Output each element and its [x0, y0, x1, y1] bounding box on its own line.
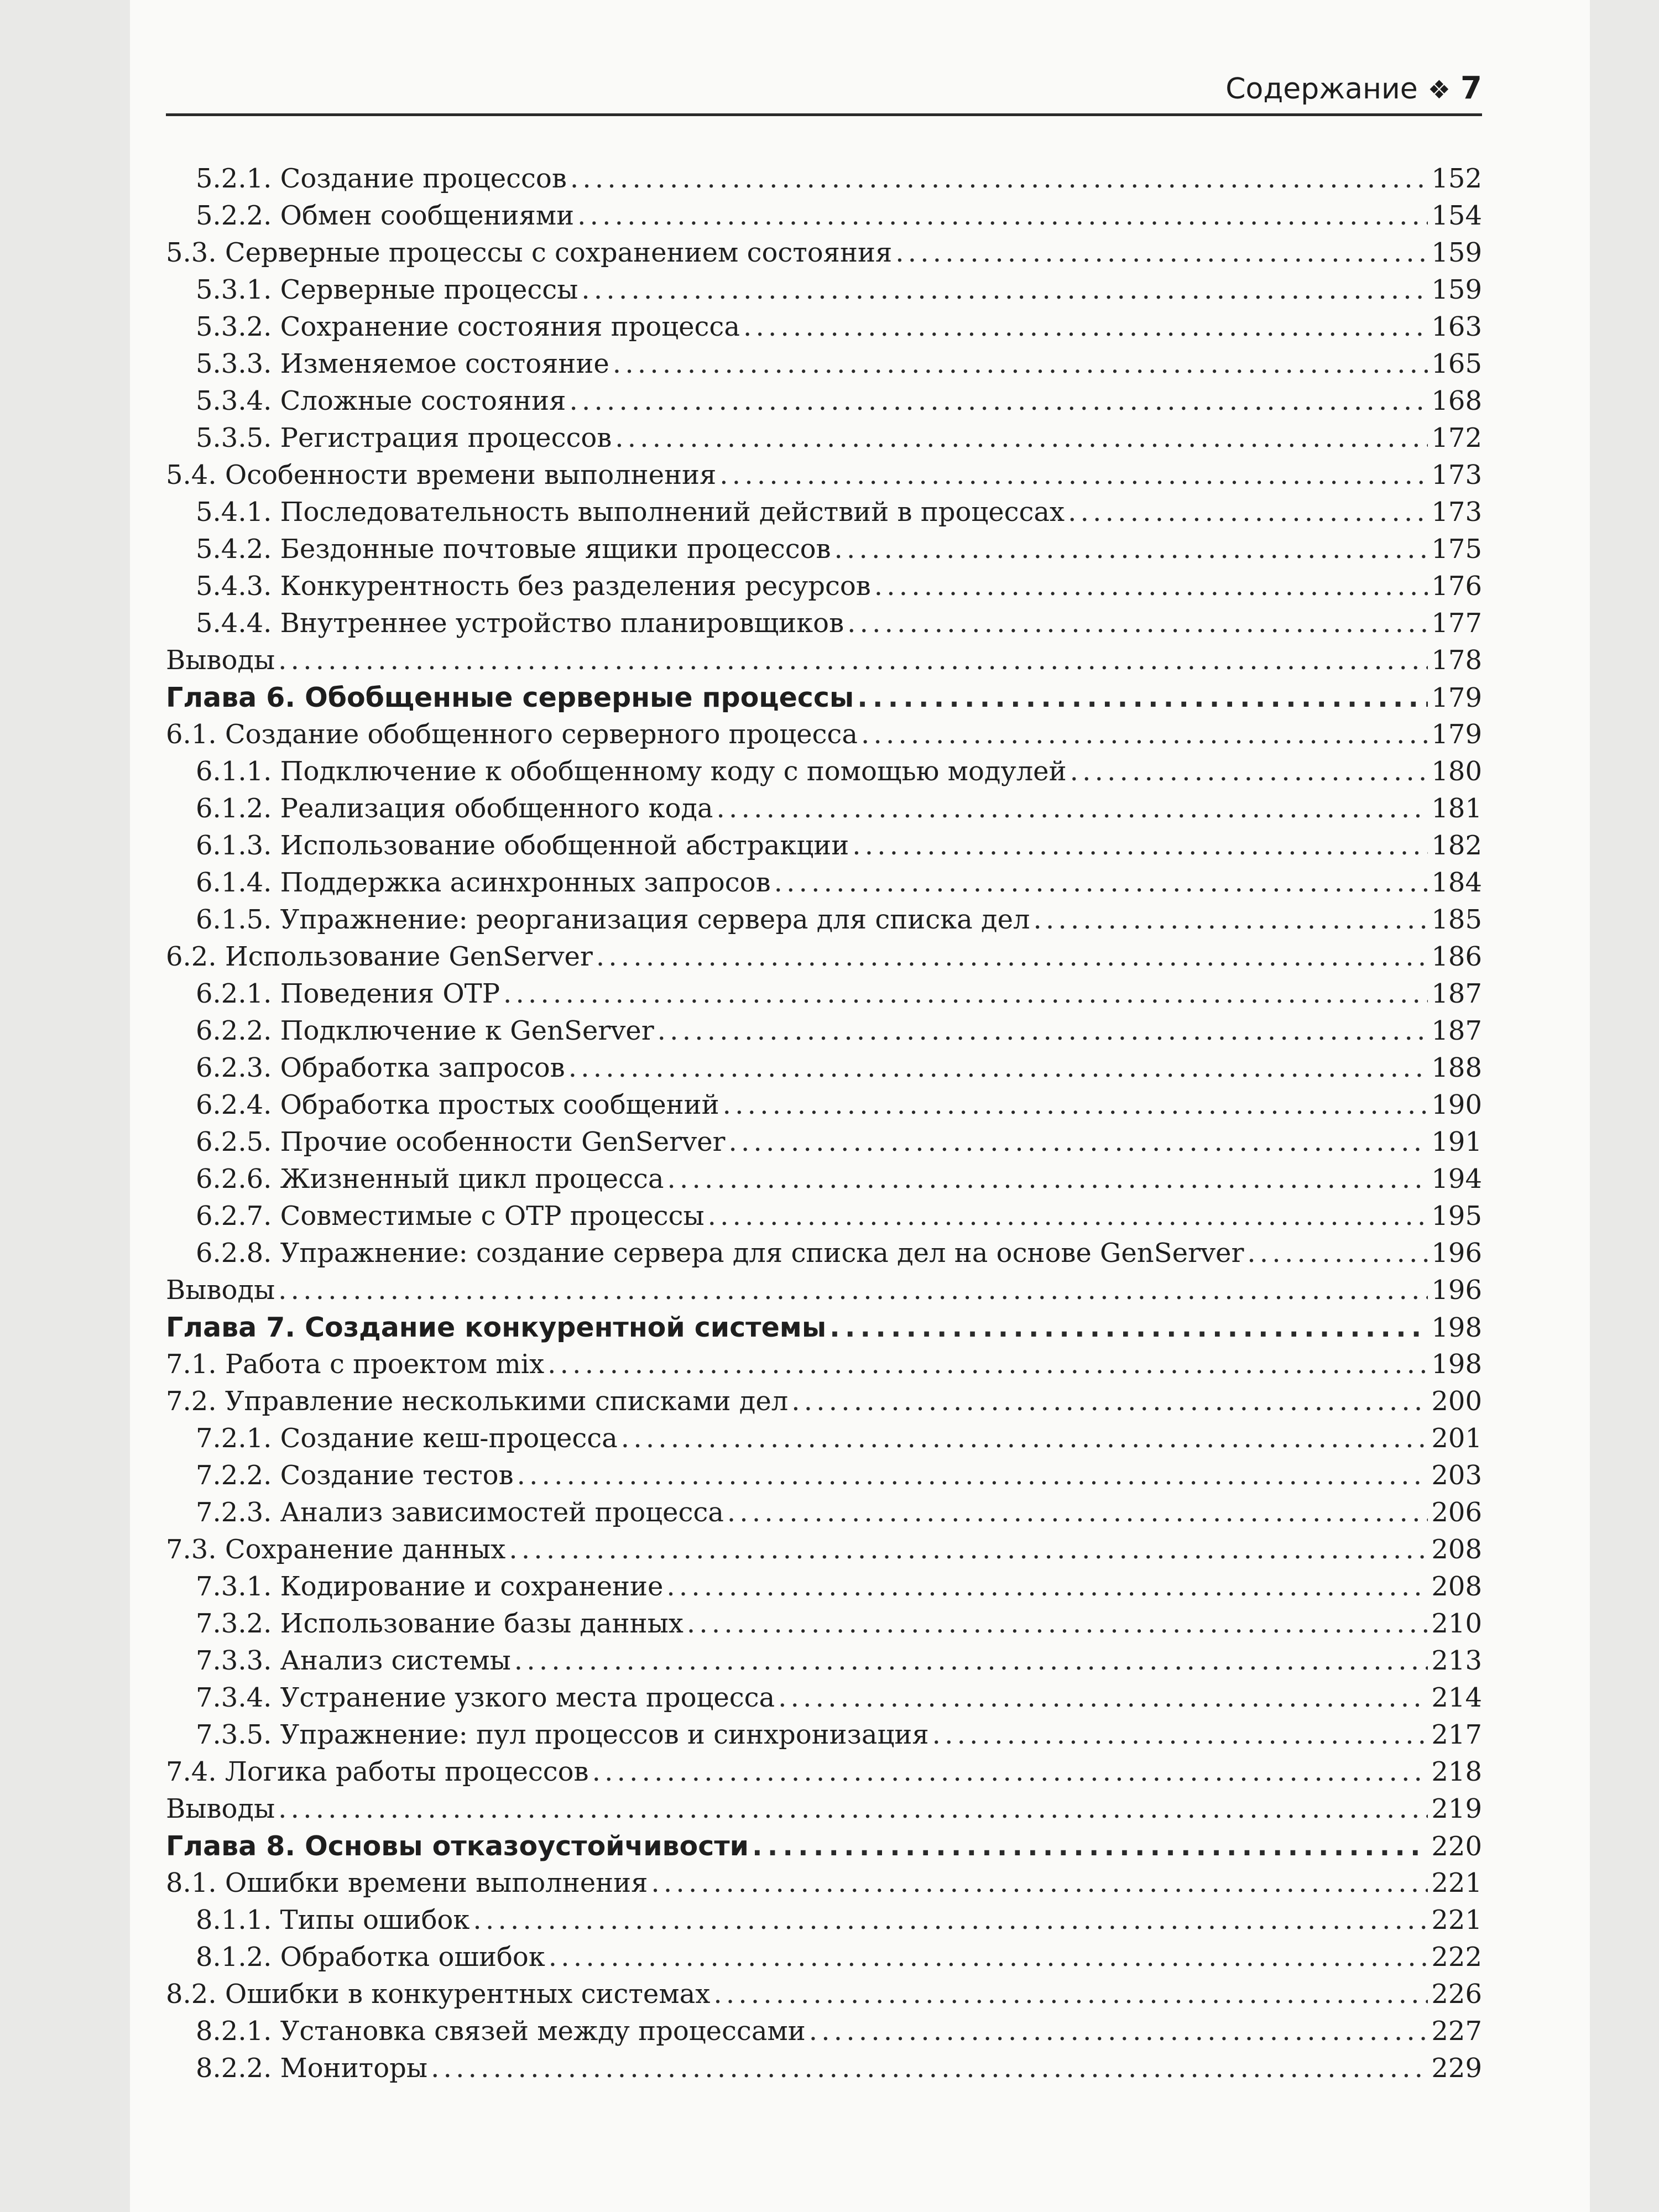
toc-entry-title: Глава 6. Обобщенные серверные процессы — [166, 682, 854, 713]
toc-entry-title: 7.3.3. Анализ системы — [196, 1645, 511, 1676]
toc-entry — [166, 716, 1482, 753]
toc-entry-page: 198 — [1431, 1312, 1482, 1343]
toc-entry — [166, 197, 1482, 234]
dot-leader — [1070, 753, 1428, 790]
dot-leader — [613, 346, 1428, 383]
dot-leader — [719, 457, 1428, 494]
dot-leader — [895, 234, 1428, 272]
toc-entry — [166, 605, 1482, 642]
dot-leader — [778, 1679, 1428, 1717]
dot-leader — [615, 420, 1428, 457]
toc-entry-title: 6.1. Создание обобщенного серверного процесса — [166, 719, 858, 750]
toc-entry-page: 229 — [1431, 2053, 1482, 2084]
toc-entry-title: 7.3. Сохранение данных — [166, 1534, 506, 1565]
toc-entry-page: 191 — [1431, 1126, 1482, 1157]
toc-entry — [166, 568, 1482, 605]
dot-leader — [727, 1494, 1428, 1531]
toc-entry-page: 208 — [1431, 1571, 1482, 1602]
toc-entry — [166, 642, 1482, 679]
dot-leader — [503, 975, 1428, 1013]
toc-entry-page: 175 — [1431, 534, 1482, 565]
toc-entry-title: 7.3.2. Использование базы данных — [196, 1608, 684, 1639]
toc-entry — [166, 1494, 1482, 1531]
toc-entry — [166, 1976, 1482, 2013]
toc-entry-page: 217 — [1431, 1719, 1482, 1750]
toc-entry-title: 6.2.2. Подключение к GenServer — [196, 1015, 654, 1046]
toc-entry-title: 7.3.5. Упражнение: пул процессов и синхронизация — [196, 1719, 929, 1750]
toc-entry — [166, 234, 1482, 272]
toc-entry-title: 6.1.1. Подключение к обобщенному коду с помощью модулей — [196, 756, 1067, 787]
toc-entry — [166, 1939, 1482, 1976]
dot-leader — [1033, 901, 1428, 938]
toc-entry-title: 5.3.2. Сохранение состояния процесса — [196, 311, 740, 342]
toc-entry-title: 7.2.2. Создание тестов — [196, 1460, 514, 1491]
dot-leader — [752, 1828, 1428, 1865]
toc-entry-page: 173 — [1431, 460, 1482, 491]
toc-entry — [166, 864, 1482, 901]
toc-entry — [166, 1902, 1482, 1939]
toc-entry-title: 8.2.1. Установка связей между процессами — [196, 2016, 806, 2047]
dot-leader — [728, 1124, 1428, 1161]
toc-entry — [166, 1865, 1482, 1902]
toc-entry-title: 7.1. Работа с проектом mix — [166, 1349, 545, 1380]
dot-leader — [547, 1346, 1428, 1383]
dot-leader — [658, 1013, 1428, 1050]
toc-entry-page: 195 — [1431, 1201, 1482, 1232]
toc-entry-title: 6.2.5. Прочие особенности GenServer — [196, 1126, 726, 1157]
toc-entry — [166, 1050, 1482, 1087]
dot-leader — [570, 160, 1428, 197]
toc-entry — [166, 1013, 1482, 1050]
toc-entry-page: 187 — [1431, 978, 1482, 1009]
toc-entry-page: 210 — [1431, 1608, 1482, 1639]
toc-entry — [166, 790, 1482, 827]
toc-entry — [166, 1531, 1482, 1568]
toc-chapter-entry — [166, 1309, 1482, 1346]
dot-leader — [278, 1791, 1428, 1828]
toc-entry-page: 196 — [1431, 1238, 1482, 1269]
toc-entry-page: 159 — [1431, 237, 1482, 268]
toc-entry-title: 7.2.3. Анализ зависимостей процесса — [196, 1497, 724, 1528]
toc-entry-page: 218 — [1431, 1756, 1482, 1787]
toc-entry-title: 7.3.4. Устранение узкого места процесса — [196, 1682, 775, 1713]
toc-entry-page: 201 — [1431, 1423, 1482, 1454]
toc-entry-page: 159 — [1431, 274, 1482, 305]
toc-entry-page: 163 — [1431, 311, 1482, 342]
toc-entry-title: 8.2.2. Мониторы — [196, 2053, 428, 2084]
toc-entry — [166, 457, 1482, 494]
toc-entry — [166, 1420, 1482, 1457]
toc-entry-page: 178 — [1431, 645, 1482, 676]
toc-entry-title: 7.4. Логика работы процессов — [166, 1756, 589, 1787]
toc-entry-page: 194 — [1431, 1164, 1482, 1194]
toc-entry — [166, 494, 1482, 531]
toc-entry — [166, 1235, 1482, 1272]
header-page-number: 7 — [1460, 70, 1482, 106]
toc-entry — [166, 1161, 1482, 1198]
toc-entry-title: 5.3.1. Серверные процессы — [196, 274, 578, 305]
toc-entry-title: 6.2.8. Упражнение: создание сервера для списка дел на основе GenServer — [196, 1238, 1244, 1269]
toc-entry-title: Выводы — [166, 1275, 275, 1306]
toc-entry — [166, 2013, 1482, 2050]
toc-entry-page: 187 — [1431, 1015, 1482, 1046]
dot-leader — [774, 864, 1428, 901]
toc-entry-page: 196 — [1431, 1275, 1482, 1306]
toc-entry-page: 179 — [1431, 719, 1482, 750]
toc-entry-title: 6.2.3. Обработка запросов — [196, 1052, 565, 1083]
dot-leader — [517, 1457, 1428, 1494]
toc-entry-page: 227 — [1431, 2016, 1482, 2047]
toc-entry-page: 214 — [1431, 1682, 1482, 1713]
toc-entry — [166, 2050, 1482, 2087]
dot-leader — [834, 531, 1428, 568]
dot-leader — [514, 1642, 1428, 1679]
toc-entry-page: 200 — [1431, 1386, 1482, 1417]
toc-entry-page: 220 — [1431, 1831, 1482, 1862]
toc-entry-title: 5.2.1. Создание процессов — [196, 163, 567, 194]
header-rule — [166, 113, 1482, 116]
toc-entry-page: 219 — [1431, 1793, 1482, 1824]
toc-entry-page: 165 — [1431, 348, 1482, 379]
toc-entry-page: 168 — [1431, 385, 1482, 416]
toc-entry-page: 177 — [1431, 608, 1482, 639]
toc-chapter-entry — [166, 1828, 1482, 1865]
dot-leader — [592, 1754, 1428, 1791]
toc-entry — [166, 1791, 1482, 1828]
toc-entry — [166, 383, 1482, 420]
toc-entry-title: 6.2.1. Поведения OTP — [196, 978, 500, 1009]
toc-entry — [166, 1346, 1482, 1383]
dot-leader — [596, 938, 1428, 975]
table-of-contents — [166, 160, 1482, 2087]
toc-entry-title: 5.4.3. Конкурентность без разделения ресурсов — [196, 571, 871, 602]
toc-entry-title: Глава 7. Создание конкурентной системы — [166, 1312, 827, 1343]
toc-entry-title: 6.2.6. Жизненный цикл процесса — [196, 1164, 664, 1194]
toc-entry-title: 5.3. Серверные процессы с сохранением состояния — [166, 237, 893, 268]
dot-leader — [473, 1902, 1428, 1939]
dot-leader — [791, 1383, 1428, 1420]
toc-entry — [166, 1087, 1482, 1124]
toc-entry-title: 6.2.7. Совместимые с OTP процессы — [196, 1201, 705, 1232]
dot-leader — [857, 679, 1428, 716]
toc-entry — [166, 1124, 1482, 1161]
dot-leader — [666, 1568, 1428, 1605]
toc-entry-title: Выводы — [166, 1793, 275, 1824]
toc-entry — [166, 827, 1482, 864]
toc-entry-page: 190 — [1431, 1089, 1482, 1120]
toc-entry-title: 5.3.5. Регистрация процессов — [196, 422, 612, 453]
toc-entry — [166, 938, 1482, 975]
dot-leader — [743, 309, 1428, 346]
toc-entry — [166, 309, 1482, 346]
toc-entry-title: 7.2.1. Создание кеш-процесса — [196, 1423, 618, 1454]
dot-leader — [431, 2050, 1428, 2087]
toc-entry — [166, 1605, 1482, 1642]
dot-leader — [713, 1976, 1428, 2013]
dot-leader — [708, 1198, 1428, 1235]
toc-entry — [166, 1198, 1482, 1235]
dot-leader — [569, 383, 1428, 420]
toc-entry — [166, 1754, 1482, 1791]
toc-entry-page: 203 — [1431, 1460, 1482, 1491]
toc-entry-title: 6.1.5. Упражнение: реорганизация сервера для списка дел — [196, 904, 1030, 935]
toc-entry — [166, 753, 1482, 790]
toc-entry-page: 188 — [1431, 1052, 1482, 1083]
toc-entry-page: 221 — [1431, 1905, 1482, 1936]
toc-entry-page: 181 — [1431, 793, 1482, 824]
toc-chapter-entry — [166, 679, 1482, 716]
dot-leader — [278, 642, 1428, 679]
dot-leader — [278, 1272, 1428, 1309]
toc-entry-title: 7.3.1. Кодирование и сохранение — [196, 1571, 664, 1602]
toc-entry-page: 198 — [1431, 1349, 1482, 1380]
toc-entry-page: 222 — [1431, 1942, 1482, 1973]
toc-entry — [166, 1717, 1482, 1754]
toc-entry-title: Глава 8. Основы отказоустойчивости — [166, 1830, 749, 1862]
toc-entry-page: 154 — [1431, 200, 1482, 231]
toc-entry-title: 5.4. Особенности времени выполнения — [166, 460, 717, 491]
dot-leader — [621, 1420, 1428, 1457]
dot-leader — [717, 790, 1428, 827]
dot-leader — [1068, 494, 1428, 531]
toc-entry-page: 179 — [1431, 682, 1482, 713]
toc-entry-page: 226 — [1431, 1979, 1482, 2010]
toc-entry-title: 6.1.2. Реализация обобщенного кода — [196, 793, 713, 824]
dot-leader — [1247, 1235, 1428, 1272]
toc-entry — [166, 160, 1482, 197]
toc-entry-title: 8.1.1. Типы ошибок — [196, 1905, 470, 1936]
toc-entry-title: 5.4.1. Последовательность выполнений действий в процессах — [196, 497, 1065, 528]
toc-entry-title: 5.3.4. Сложные состояния — [196, 385, 566, 416]
toc-entry-title: 5.3.3. Изменяемое состояние — [196, 348, 609, 379]
toc-entry-page: 182 — [1431, 830, 1482, 861]
running-header — [166, 66, 1482, 111]
toc-entry-title: 5.4.2. Бездонные почтовые ящики процессов — [196, 534, 831, 565]
dot-leader — [687, 1605, 1428, 1642]
toc-entry — [166, 901, 1482, 938]
dot-leader — [549, 1939, 1428, 1976]
toc-entry — [166, 1272, 1482, 1309]
toc-entry-page: 208 — [1431, 1534, 1482, 1565]
toc-entry-page: 206 — [1431, 1497, 1482, 1528]
dot-leader — [723, 1087, 1428, 1124]
dot-leader — [847, 605, 1428, 642]
dot-leader — [830, 1309, 1428, 1346]
header-separator-icon: ❖ — [1427, 75, 1451, 105]
toc-entry-title: 6.2.4. Обработка простых сообщений — [196, 1089, 719, 1120]
toc-entry — [166, 1457, 1482, 1494]
dot-leader — [932, 1717, 1428, 1754]
toc-entry-page: 184 — [1431, 867, 1482, 898]
toc-entry — [166, 1568, 1482, 1605]
toc-entry-title: 5.4.4. Внутреннее устройство планировщиков — [196, 608, 844, 639]
toc-entry-page: 172 — [1431, 422, 1482, 453]
toc-entry — [166, 1383, 1482, 1420]
dot-leader — [852, 827, 1428, 864]
toc-entry-page: 173 — [1431, 497, 1482, 528]
toc-entry-page: 176 — [1431, 571, 1482, 602]
dot-leader — [667, 1161, 1428, 1198]
toc-entry-page: 221 — [1431, 1867, 1482, 1898]
toc-entry — [166, 346, 1482, 383]
toc-entry — [166, 531, 1482, 568]
dot-leader — [568, 1050, 1428, 1087]
toc-entry-page: 180 — [1431, 756, 1482, 787]
toc-entry — [166, 1642, 1482, 1679]
toc-entry-title: 7.2. Управление несколькими списками дел — [166, 1386, 789, 1417]
toc-entry-title: 6.1.3. Использование обобщенной абстракции — [196, 830, 849, 861]
toc-entry-page: 186 — [1431, 941, 1482, 972]
toc-entry-title: 8.1.2. Обработка ошибок — [196, 1942, 545, 1973]
toc-entry-title: 6.2. Использование GenServer — [166, 941, 593, 972]
toc-entry-title: 5.2.2. Обмен сообщениями — [196, 200, 575, 231]
toc-entry — [166, 975, 1482, 1013]
toc-entry-title: Выводы — [166, 645, 275, 676]
dot-leader — [509, 1531, 1428, 1568]
dot-leader — [577, 197, 1428, 234]
header-section-title: Содержание — [1225, 72, 1418, 106]
dot-leader — [861, 716, 1428, 753]
toc-entry-title: 8.1. Ошибки времени выполнения — [166, 1867, 648, 1898]
toc-entry-title: 6.1.4. Поддержка асинхронных запросов — [196, 867, 771, 898]
dot-leader — [874, 568, 1428, 605]
dot-leader — [809, 2013, 1428, 2050]
dot-leader — [581, 272, 1428, 309]
toc-entry — [166, 272, 1482, 309]
dot-leader — [651, 1865, 1428, 1902]
toc-entry-title: 8.2. Ошибки в конкурентных системах — [166, 1979, 711, 2010]
toc-entry-page: 185 — [1431, 904, 1482, 935]
toc-entry — [166, 1679, 1482, 1717]
toc-entry-page: 152 — [1431, 163, 1482, 194]
toc-entry-page: 213 — [1431, 1645, 1482, 1676]
toc-entry — [166, 420, 1482, 457]
